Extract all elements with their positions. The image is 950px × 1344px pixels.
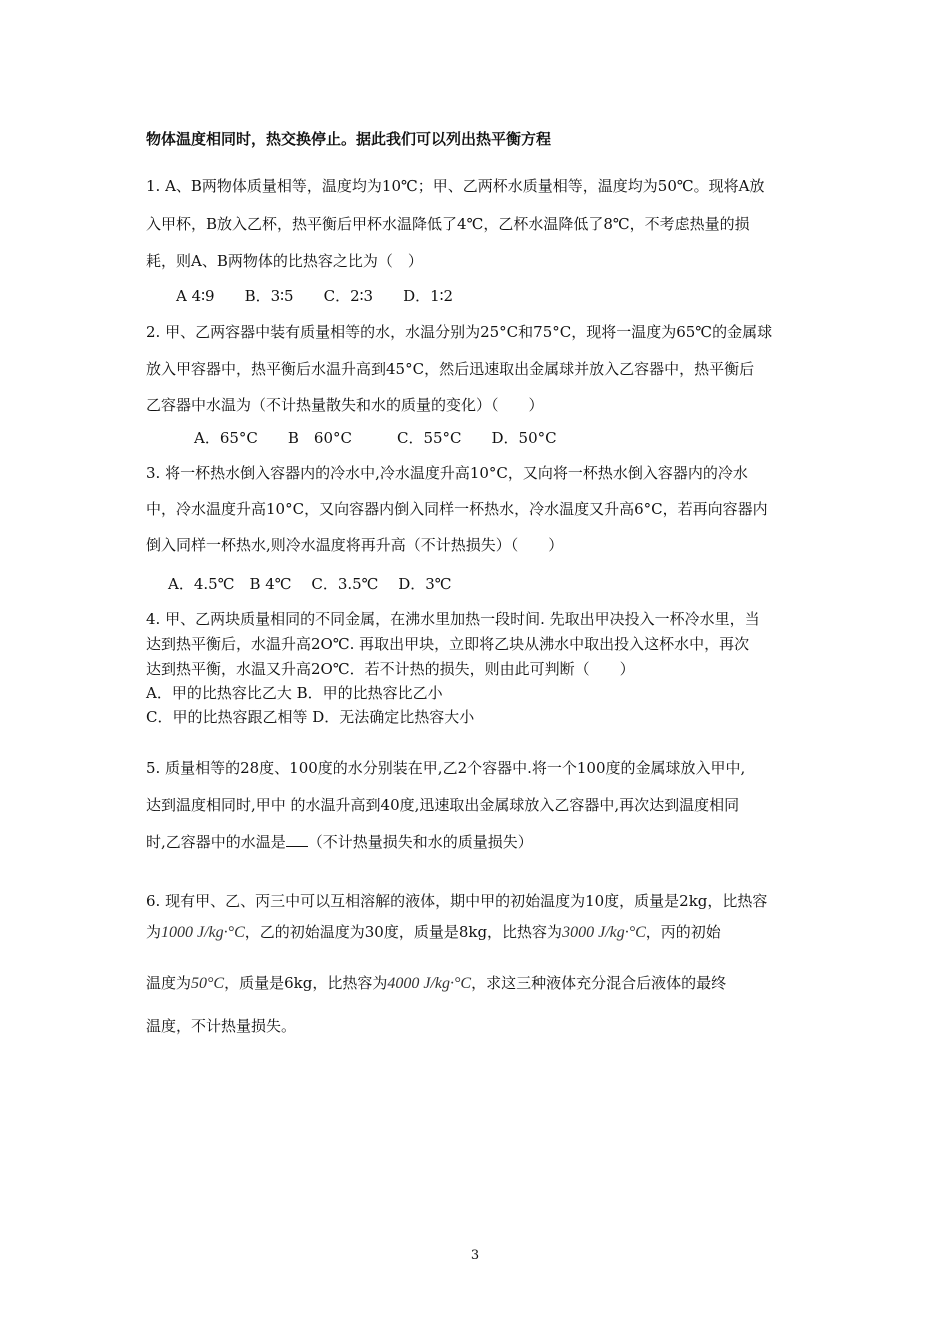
formula-temperature: 50°C xyxy=(191,975,225,992)
q6-line-3 xyxy=(146,973,726,994)
q6-line-2 xyxy=(146,922,721,943)
q4-options-ab: A．甲的比热容比乙大 B．甲的比热容比乙小 xyxy=(146,684,443,702)
answer-blank xyxy=(286,832,308,847)
q5-line-3 xyxy=(146,832,533,852)
q5-line-1: 5. 质量相等的28度、100度的水分别装在甲,乙2个容器中.将一个100度的金属球放入甲中, xyxy=(146,759,746,777)
q3-line-1: 3. 将一杯热水倒入容器内的冷水中,冷水温度升高10°C，又向将一杯热水倒入容器内的冷水 xyxy=(146,464,748,482)
q6-line-2-text-b: ，乙的初始温度为30度，质量是8kg，比热容为 xyxy=(244,923,563,941)
q5-line-3-text-b: （不计热量损失和水的质量损失） xyxy=(307,833,533,851)
q2-line-2: 放入甲容器中，热平衡后水温升高到45°C，然后迅速取出金属球并放入乙容器中，热平衡后 xyxy=(146,360,755,378)
formula-specific-heat-1: 1000 J/kg·°C xyxy=(161,924,245,941)
q2-options: A．65°C B 60°C C．55°C D．50°C xyxy=(194,429,557,447)
q1-line-1: 1. A、B两物体质量相等，温度均为10℃；甲、乙两杯水质量相等，温度均为50℃。现将A放 xyxy=(146,177,765,195)
q1-line-3: 耗，则A、B两物体的比热容之比为（ ） xyxy=(146,252,423,270)
q6-line-2-text-a: 为 xyxy=(146,923,162,941)
q6-line-4: 温度，不计热量损失。 xyxy=(146,1017,297,1035)
q1-options: A 4∶9 B．3∶5 C．2∶3 D．1∶2 xyxy=(176,287,454,305)
page-number: 3 xyxy=(470,1248,480,1263)
q2-line-1: 2. 甲、乙两容器中装有质量相等的水，水温分别为25°C和75°C，现将一温度为65℃的金属球 xyxy=(146,323,773,341)
q3-line-3: 倒入同样一杯热水,则冷水温度将再升高（不计热损失）（ ） xyxy=(146,536,564,554)
q6-line-3-text-b: ，质量是6kg，比热容为 xyxy=(224,974,388,992)
q5-line-3-text-a: 时,乙容器中的水温是 xyxy=(146,833,286,851)
q2-line-3: 乙容器中水温为（不计热量散失和水的质量的变化）（ ） xyxy=(146,396,544,414)
formula-specific-heat-3: 4000 J/kg·°C xyxy=(387,975,472,992)
formula-specific-heat-2: 3000 J/kg·°C xyxy=(562,924,646,941)
q6-line-1: 6. 现有甲、乙、丙三中可以互相溶解的液体，期中甲的初始温度为10度，质量是2kg，比热容 xyxy=(146,892,768,910)
q6-line-3-text-a: 温度为 xyxy=(146,974,192,992)
q4-line-1: 4. 甲、乙两块质量相同的不同金属，在沸水里加热一段时间. 先取出甲决投入一杯冷水里，当 xyxy=(146,610,760,628)
section-heading: 物体温度相同时，热交换停止。据此我们可以列出热平衡方程 xyxy=(146,130,552,148)
q4-line-2: 达到热平衡后，水温升高2O℃. 再取出甲块，立即将乙块从沸水中取出投入这杯水中，再次 xyxy=(146,635,750,653)
q4-options-cd: C．甲的比热容跟乙相等 D．无法确定比热容大小 xyxy=(146,708,475,726)
q3-line-2: 中，冷水温度升高10°C，又向容器内倒入同样一杯热水，冷水温度又升高6°C，若再向容器内 xyxy=(146,500,768,518)
q1-line-2: 入甲杯，B放入乙杯，热平衡后甲杯水温降低了4℃，乙杯水温降低了8℃，不考虑热量的损 xyxy=(146,215,750,233)
q5-line-2: 达到温度相同时,甲中 的水温升高到40度,迅速取出金属球放入乙容器中,再次达到温度相同 xyxy=(146,796,740,814)
q6-line-3-text-c: ，求这三种液体充分混合后液体的最终 xyxy=(471,974,727,992)
q3-options: A．4.5℃ B 4℃ C．3.5℃ D．3℃ xyxy=(168,575,452,593)
q4-line-3: 达到热平衡，水温又升高2O℃．若不计热的损失，则由此可判断（ ） xyxy=(146,660,635,678)
q6-line-2-text-c: ，丙的初始 xyxy=(645,923,721,941)
